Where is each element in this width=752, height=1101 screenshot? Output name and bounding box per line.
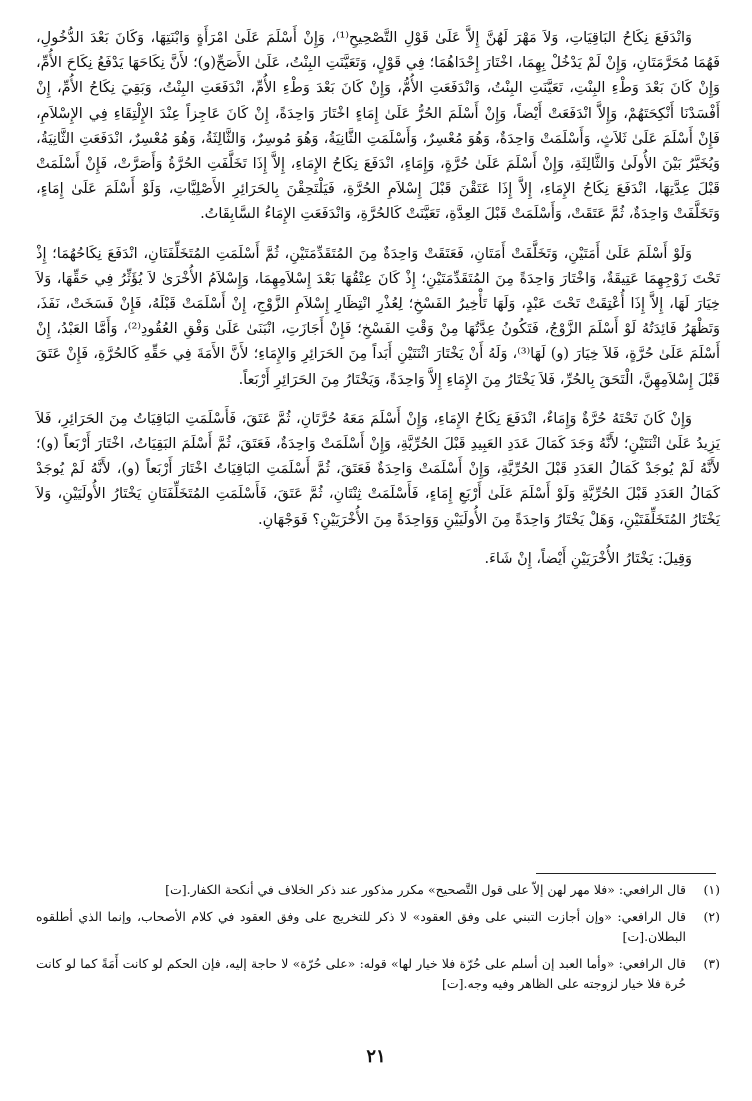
footnotes bbox=[36, 880, 720, 1001]
paragraph-3: وَإِنْ كَانَ تَحْتَهُ حُرَّةٌ وَإِمَاءٌ، انْدَفَعَ نِكَاحُ الإِمَاءِ، وَإِنْ أَسْلَمَ مَعَهُ حُرَّتَانِ، ثُمَّ عَتَقَ، فَأَسْلَمَتِ البَاقِيَاتُ مِنَ الحَرَائِرِ، فَلاَ يَزِيدُ عَلَىٰ اثْنَتَيْنِ؛ لأَنَّهُ وَجَدَ كَمَالَ عَدَدِ العَبِيدِ قَبْلَ الحُرِّيَّةِ، وَإِنْ أَسْلَمَتْ وَاحِدَةٌ، فَعَتَقَ، ثُمَّ أَسْلَمَ البَقِيَاتُ، اخْتَارَ أَرْبَعاً (و)؛ لأَنَّهُ لَمْ يُوجَدْ كَمَالُ العَدَدِ قَبْلَ الحُرِّيَّةِ، وَإِنْ أَسْلَمَتْ وَاحِدَةٌ فَعَتَقَ، ثُمَّ أَسْلَمَتِ البَاقِيَاتُ اخْتَارَ أَرْبَعاً (و)، لأَنَّهُ لَمْ يُوجَدْ كَمَالُ العَدَدِ قَبْلَ الحُرِّيَّةِ وَلَوْ أَسْلَمَ عَلَىٰ أَرْبَعِ إِمَاءٍ، فَأَسْلَمَتْ ثِنْتَانِ، ثُمَّ عَتَقَ، فَأَسْلَمَتِ المُتَخَلِّفَتَانِ يَخْتَارُ الأُولَيَيْنِ، وَلاَ يَخْتَارُ المُتَخَلِّفَتَيْنِ، وَهَلْ يَخْتَارُ وَاحِدَةً مِنَ الأُولَيَيْنِ وَوَاحِدَةً مِنَ الأُخْرَيَيْنِ؟ فَوَجْهَانِ. bbox=[36, 410, 720, 528]
paragraph-2: وَلَوْ أَسْلَمَ عَلَىٰ أَمَتَيْنِ، وَتَخَلَّفَتْ أَمَتَانِ، فَعَتَقَتْ وَاحِدَةٌ مِنَ المُتَقَدِّمَتَيْنِ، ثُمَّ أَسْلَمَتِ المُتَخَلِّفَتَانِ، انْدَفَعَ نِكَاحُهُمَا؛ إِذْ تَحْتَ زَوْجِهِمَا عَتِيقَةٌ، وَاخْتَارَ وَاحِدَةً مِنَ المُتَقَدِّمَتَيْنِ؛ إِذْ كَانَ عِتْقُهَا بَعْدَ إِسْلاَمِهِمَا، وَإِسْلاَمُ الأُخْرَىٰ لاَ يُؤَثِّرُ فِي حَقِّهَا، وَلاَ خِيَارَ لَهَا، إِلاَّ إِذَا أُعْتِقَتْ تَحْتَ عَبْدٍ، وَلَهَا تَأْخِيرُ الفَسْخِ؛ لِعُذْرِ انْتِظَارِ إِسْلاَمِ الزَّوْجِ، إِنْ أَسْلَمَتْ قَبْلَهُ، فَإِنْ فَسَخَتْ، نَفَذَ، وَتَظْهَرُ فَائِدَتُهُ لَوْ أَسْلَمَ الزَّوْجُ، فَتَكُونُ عِدَّتُهَا مِنْ وَقْتِ الفَسْخِ؛ فَإِنْ أَجَازَتِ، انْبَنَىٰ عَلَىٰ وَفْقِ العُقُودِ⁽²⁾، وَأَمَّا العَبْدُ، إِنْ أَسْلَمَ عَلَىٰ حُرَّةٍ، فَلاَ خِيَارَ (و) لَهَا⁽³⁾، وَلَهُ أَنْ يَخْتَارَ اثْنَتَيْنِ أَبَداً مِنَ الحَرَائِرِ وَالإِمَاءِ؛ لأَنَّ الأَمَةَ فِي حَقِّهِ كَالحُرَّةِ، فَإِنْ عَتَقَ قَبْلَ إِسْلاَمِهِنَّ، الْتَحَقَ بِالحُرِّ، فَلاَ يَخْتَارُ مِنَ الإِمَاءِ إِلاَّ وَاحِدَةً، وَيَخْتَارُ مِنَ الحَرَائِرِ أَرْبَعاً. bbox=[36, 245, 721, 388]
footnote-1 bbox=[36, 880, 720, 900]
main-text bbox=[36, 26, 720, 572]
footnote-text: قال الرافعي: «وإن أجازت التبني على وفق العقود» لا ذكر للتخريج على وفق العقود في كلام الأصحاب، وإنما الذي أطلقوه البطلان.[ت] bbox=[36, 909, 686, 944]
footnote-divider bbox=[536, 873, 716, 874]
footnote-number: (٢) bbox=[703, 909, 720, 924]
footnote-3 bbox=[36, 954, 720, 994]
paragraph-1: وَانْدَفَعَ نِكَاحُ البَاقِيَاتِ، وَلاَ مَهْرَ لَهُنَّ إِلاَّ عَلَىٰ قَوْلِ التَّصْحِيحِ⁽¹⁾، وَإِنْ أَسْلَمَ عَلَىٰ امْرَأَةٍ وَابْنَتِهَا، وَكَانَ بَعْدَ الدُّخُولِ، فَهُمَا مُحَرَّمَتَانِ، وَإِنْ لَمْ يَدْخُلْ بِهِمَا، اخْتَارَ إِحْدَاهُمَا؛ فِي قَوْلٍ، وَتَعَيَّنَتِ البِنْتُ، عَلَىٰ الأَصَحِّ(و)؛ لأَنَّ نِكَاحَهَا يَدْفَعُ نِكَاحَ الأُمِّ، وَإِنْ كَانَ بَعْدَ وَطْءِ البِنْتِ، تَعَيَّنَتِ البِنْتُ، وَانْدَفَعَتِ الأُمُّ، وَإِنْ كَانَ بَعْدَ وَطْءِ الأُمِّ، انْدَفَعَتِ البِنْتُ، وَبَقِيَ نِكَاحُ الأُمِّ، إِنْ أَفْسَدْنَا أَنْكِحَتَهُمْ، وَإِلاَّ انْدَفَعَتْ أَيْضاً، وَإِنْ أَسْلَمَ الحُرُّ عَلَىٰ إِمَاءٍ اخْتَارَ وَاحِدَةً، إِنْ كَانَ عَاجِزاً عِنْدَ الإِلْتِقَاءِ فِي الإِسْلاَمِ، فَإِنْ أَسْلَمَ عَلَىٰ ثَلاَثٍ، وَأَسْلَمَتْ وَاحِدَةٌ، وَهُوَ مُعْسِرٌ، وَأَسْلَمَتِ الثَّانِيَةُ، وَهُوَ مُوسِرٌ، وَالثَّالِثَةُ، وَهُوَ مُعْسِرٌ، انْدَفَعَتِ الثَّانِيَةُ، وَيُخَيَّرُ بَيْنَ الأُولَىٰ وَالثَّالِثَةِ، وَإِنْ أَسْلَمَ عَلَىٰ حُرَّةٍ، وَإِمَاءٍ، انْدَفَعَ نِكَاحُ الإِمَاءِ، إِلاَّ إِذَا تَخَلَّفَتِ الحُرَّةُ وَأَصَرَّتْ، فَإِنْ أَسْلَمَتْ قَبْلَ عِدَّتِهَا، انْدَفَعَ نِكَاحُ الإِمَاءِ، إِلاَّ إِذَا عَتَقْنَ قَبْلَ إِسْلاَمِ الحُرَّةِ، فَيَلْتَحِقْنَ بِالحَرَائِرِ الأَصْلِيَّاتِ، وَلَوْ أَسْلَمَ عَلَىٰ إِمَاءٍ، وَتَخَلَّفَتْ وَاحِدَةٌ، ثُمَّ عَتَقَتْ، وَأَسْلَمَتْ قَبْلَ العِدَّةِ، تَعَيَّنَتْ كَالحُرَّةِ، وَانْدَفَعَتِ الإِمَاءُ السَّابِقَاتُ. bbox=[36, 30, 720, 223]
footnote-2 bbox=[36, 907, 720, 947]
footnote-text: قال الرافعي: «فلا مهر لهن إلاّ على قول التَّصحيح» مكرر مذكور عند ذكر الخلاف في أنكحة الكفار.[ت] bbox=[165, 882, 686, 897]
footnote-number: (٣) bbox=[703, 956, 720, 971]
footnote-text: قال الرافعي: «وأما العبد إن أسلم على حُرّة فلا خيار لها» قوله: «على حُرّة» لا حاجة إليه، فإن الحكم لو كانت أَمَةً كما لو كانت حُرة فلا خيار لزوجته على الظاهر وفيه وجه.[ت] bbox=[36, 956, 686, 991]
page-number: ٢١ bbox=[366, 1046, 386, 1067]
paragraph-4: وَقِيلَ: يَخْتَارُ الأُخْرَيَيْنِ أَيْضاً، إِنْ شَاءَ. bbox=[484, 550, 692, 567]
footnote-number: (١) bbox=[703, 882, 720, 897]
